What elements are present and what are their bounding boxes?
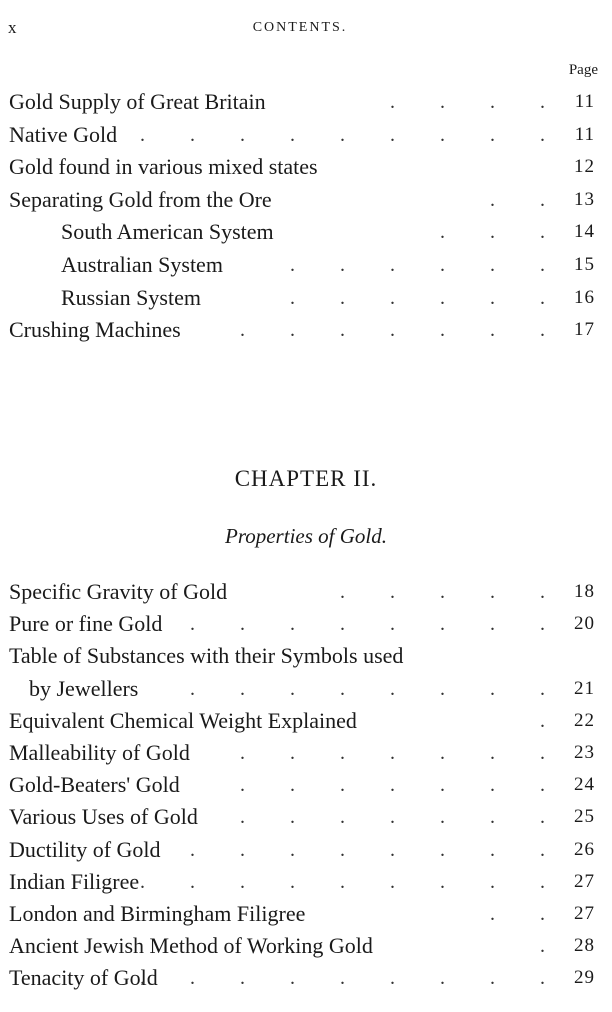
toc-entry-title: Ductility of Gold (9, 836, 161, 862)
toc-entry-title: Pure or fine Gold (9, 611, 163, 637)
toc-entry (9, 673, 597, 705)
toc-leader-dots: . . . . . . (290, 253, 565, 276)
toc-leader-dots: . . . . . . . (240, 774, 565, 797)
toc-entry-page: 13 (574, 188, 595, 210)
toc-entry (9, 216, 597, 249)
toc-leader-dots: . . . . . . . . . (140, 123, 565, 146)
toc-list-chapter-1 (9, 86, 597, 347)
toc-leader-dots: . . . . . . (290, 286, 565, 309)
toc-entry-page: 24 (574, 774, 595, 796)
toc-leader-dots: . . . . . . . . (190, 838, 565, 861)
toc-entry (9, 86, 597, 119)
toc-entry-page: 27 (574, 902, 595, 924)
toc-entry (9, 962, 597, 994)
toc-entry-title: Gold Supply of Great Britain (9, 89, 266, 114)
toc-leader-dots: . . . . (390, 91, 565, 113)
toc-leader-dots: . (540, 709, 565, 732)
toc-leader-dots: . . . . . . . (240, 319, 565, 342)
toc-leader-dots: . . (490, 902, 565, 925)
toc-entry (9, 705, 597, 737)
toc-entry (9, 151, 597, 184)
toc-list-chapter-2 (9, 576, 597, 994)
toc-entry-page: 28 (574, 935, 595, 957)
toc-entry (9, 640, 597, 672)
toc-entry-page: 12 (574, 156, 595, 178)
toc-entry-page: 23 (574, 741, 595, 763)
toc-entry-page: 16 (574, 286, 595, 308)
toc-entry (9, 737, 597, 769)
toc-entry-page: 27 (574, 870, 595, 892)
toc-leader-dots: . . . . . (340, 581, 565, 603)
toc-leader-dots: . . . (440, 221, 565, 244)
toc-entry-page: 22 (574, 709, 595, 731)
toc-entry-page: 17 (574, 319, 595, 341)
toc-entry-title: Australian System (61, 251, 223, 277)
toc-leader-dots: . . . . . . . (240, 806, 565, 829)
toc-entry-page: 18 (574, 581, 595, 602)
toc-entry-page: 25 (574, 806, 595, 828)
toc-entry-title: Russian System (61, 284, 201, 310)
toc-entry (9, 249, 597, 282)
toc-entry-page: 14 (574, 221, 595, 243)
toc-entry-title: Gold found in various mixed states (9, 154, 318, 180)
toc-entry-title: Ancient Jewish Method of Working Gold (9, 933, 373, 959)
toc-leader-dots: . . . . . . . . . (140, 870, 565, 893)
toc-leader-dots: . . (490, 188, 565, 211)
toc-entry-page: 21 (574, 677, 595, 699)
toc-entry (9, 576, 597, 608)
toc-entry-title: Indian Filigree (9, 868, 140, 894)
toc-entry-title: Various Uses of Gold (9, 804, 198, 830)
toc-leader-dots: . . . . . . . . (190, 677, 565, 700)
toc-entry-title: Crushing Machines (9, 317, 181, 343)
toc-entry-page: 15 (574, 253, 595, 275)
toc-entry-title: Native Gold (9, 121, 118, 147)
toc-entry (9, 801, 597, 833)
toc-entry-title: by Jewellers (29, 675, 139, 701)
page-number: x (8, 18, 18, 37)
toc-entry-title: Table of Substances with their Symbols used (9, 643, 404, 669)
toc-leader-dots: . . . . . . . . . (140, 613, 565, 636)
toc-entry-page: 26 (574, 838, 595, 860)
toc-leader-dots: . . . . . . . (240, 741, 565, 764)
toc-entry-title: Separating Gold from the Ore (9, 186, 272, 212)
toc-entry-title: Malleability of Gold (9, 739, 190, 765)
toc-entry-title: London and Birmingham Filigree (9, 900, 306, 926)
toc-entry (9, 314, 597, 347)
toc-entry-title: South American System (61, 219, 274, 245)
toc-entry (9, 866, 597, 898)
chapter-heading: CHAPTER II. (234, 466, 378, 491)
toc-entry-page: 11 (574, 91, 595, 112)
toc-entry-page: 20 (574, 613, 595, 635)
toc-leader-dots: . (540, 935, 565, 958)
toc-entry (9, 769, 597, 801)
toc-entry (9, 119, 597, 152)
page-column-label: Page (568, 62, 598, 78)
toc-entry (9, 184, 597, 217)
page-header (8, 18, 592, 42)
toc-entry (9, 282, 597, 315)
toc-entry (9, 930, 597, 962)
toc-entry (9, 898, 597, 930)
toc-entry (9, 834, 597, 866)
toc-entry (9, 608, 597, 640)
toc-entry-page: 29 (574, 967, 595, 989)
toc-entry-title: Equivalent Chemical Weight Explained (9, 707, 357, 733)
toc-entry-title: Tenacity of Gold (9, 965, 158, 991)
toc-entry-title: Gold-Beaters' Gold (9, 772, 180, 798)
toc-entry-title: Specific Gravity of Gold (9, 579, 228, 604)
toc-leader-dots: . . . . . . . . . (140, 967, 565, 990)
running-title: CONTENTS. (252, 20, 348, 35)
toc-entry-page: 11 (574, 123, 595, 145)
chapter-subtitle: Properties of Gold. (225, 524, 387, 548)
